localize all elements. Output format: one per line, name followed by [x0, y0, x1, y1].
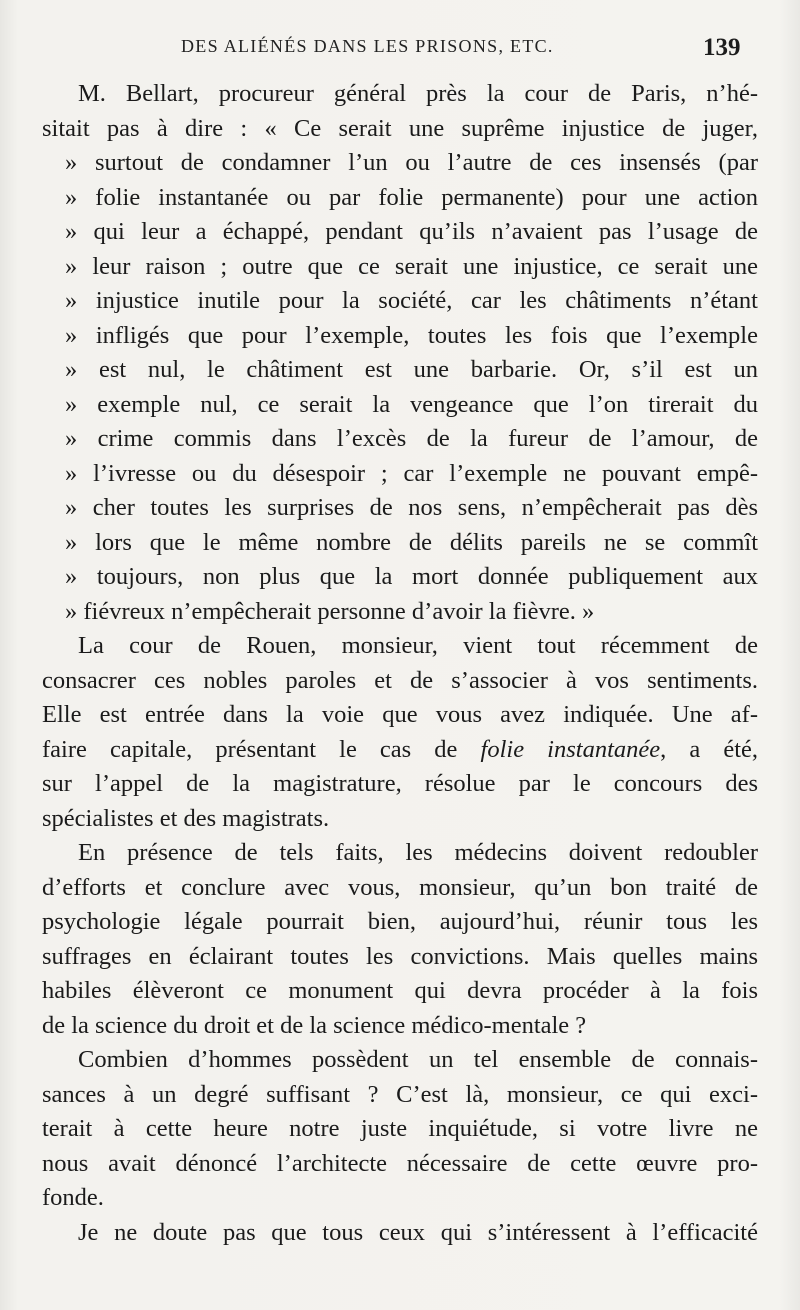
text-segment: faire capitale, présentant le cas de: [42, 735, 458, 763]
text-line: » lors que le même nombre de délits pareils ne se commît: [65, 528, 758, 556]
text-line: » toujours, non plus que la mort donnée publiquement aux: [65, 563, 758, 590]
paragraph-medecins: [42, 836, 758, 1043]
text-line: nous avait dénoncé l’architecte nécessaire de cette œuvre pro-: [42, 1149, 758, 1177]
text-line: En présence de tels faits, les médecins doivent redoubler: [78, 839, 758, 866]
text-line: Elle est entrée dans la voie que vous avez indiquée. Une af-: [42, 701, 758, 728]
text-line: » l’ivresse ou du désespoir ; car l’exemple ne pouvant empê-: [65, 459, 758, 487]
text-line: » folie instantanée ou par folie permanente) pour une action: [65, 183, 758, 211]
page-header: [0, 34, 800, 68]
text-line: terait à cette heure notre juste inquiétude, si votre livre ne: [42, 1115, 758, 1142]
text-line: sitait pas à dire : « Ce serait une suprême injustice de juger,: [42, 114, 758, 142]
text-line: » qui leur a échappé, pendant qu’ils n’avaient pas l’usage de: [65, 218, 758, 245]
text-line: » est nul, le châtiment est une barbarie. Or, s’il est un: [65, 356, 758, 383]
text-line: M. Bellart, procureur général près la cour de Paris, n’hé-: [78, 80, 758, 107]
text-line: Je ne doute pas que tous ceux qui s’intéressent à l’efficacité: [78, 1218, 758, 1246]
text-line: d’efforts et conclure avec vous, monsieur, qu’un bon traité de: [42, 873, 758, 901]
text-line: sances à un degré suffisant ? C’est là, monsieur, ce qui exci-: [42, 1080, 758, 1108]
paragraph-je-ne-doute: [42, 1216, 758, 1251]
page-number: 139: [703, 34, 741, 61]
body-text: [42, 77, 758, 1250]
text-line: » cher toutes les surprises de nos sens, n’empêcherait pas dès: [65, 494, 758, 521]
text-line: [42, 733, 758, 768]
text-line: consacrer ces nobles paroles et de s’associer à vos sentiments.: [42, 666, 758, 694]
italic-term: folie instantanée: [480, 735, 661, 763]
text-line: spécialistes et des magistrats.: [42, 804, 330, 832]
text-line: » surtout de condamner l’un ou l’autre de ces insensés (par: [65, 149, 758, 176]
text-segment: , a été,: [660, 735, 759, 763]
running-title: DES ALIÉNÉS DANS LES PRISONS, ETC.: [181, 36, 554, 56]
paragraph-bellart-quote: [42, 77, 758, 629]
text-line: » injustice inutile pour la société, car les châtiments n’étant: [65, 287, 758, 314]
text-line: » exemple nul, ce serait la vengeance que l’on tirerait du: [65, 390, 758, 418]
text-line: » fiévreux n’empêcherait personne d’avoir la fièvre. »: [65, 597, 595, 625]
text-line: La cour de Rouen, monsieur, vient tout récemment de: [78, 632, 758, 659]
paragraph-combien: [42, 1043, 758, 1216]
text-line: » leur raison ; outre que ce serait une injustice, ce serait une: [65, 252, 758, 280]
text-line: psychologie légale pourrait bien, aujourd’hui, réunir tous les: [42, 908, 758, 935]
text-line: » infligés que pour l’exemple, toutes les fois que l’exemple: [65, 321, 758, 349]
text-line: » crime commis dans l’excès de la fureur de l’amour, de: [65, 425, 758, 452]
text-line: Combien d’hommes possèdent un tel ensemble de connais-: [78, 1046, 758, 1073]
text-line: fonde.: [42, 1184, 104, 1211]
text-line: sur l’appel de la magistrature, résolue par le concours des: [42, 770, 758, 797]
text-line: de la science du droit et de la science médico-mentale ?: [42, 1011, 587, 1039]
text-line: habiles élèveront ce monument qui devra procéder à la fois: [42, 977, 758, 1004]
paragraph-cour-de-rouen: [42, 629, 758, 836]
text-line: suffrages en éclairant toutes les convictions. Mais quelles mains: [42, 942, 758, 970]
